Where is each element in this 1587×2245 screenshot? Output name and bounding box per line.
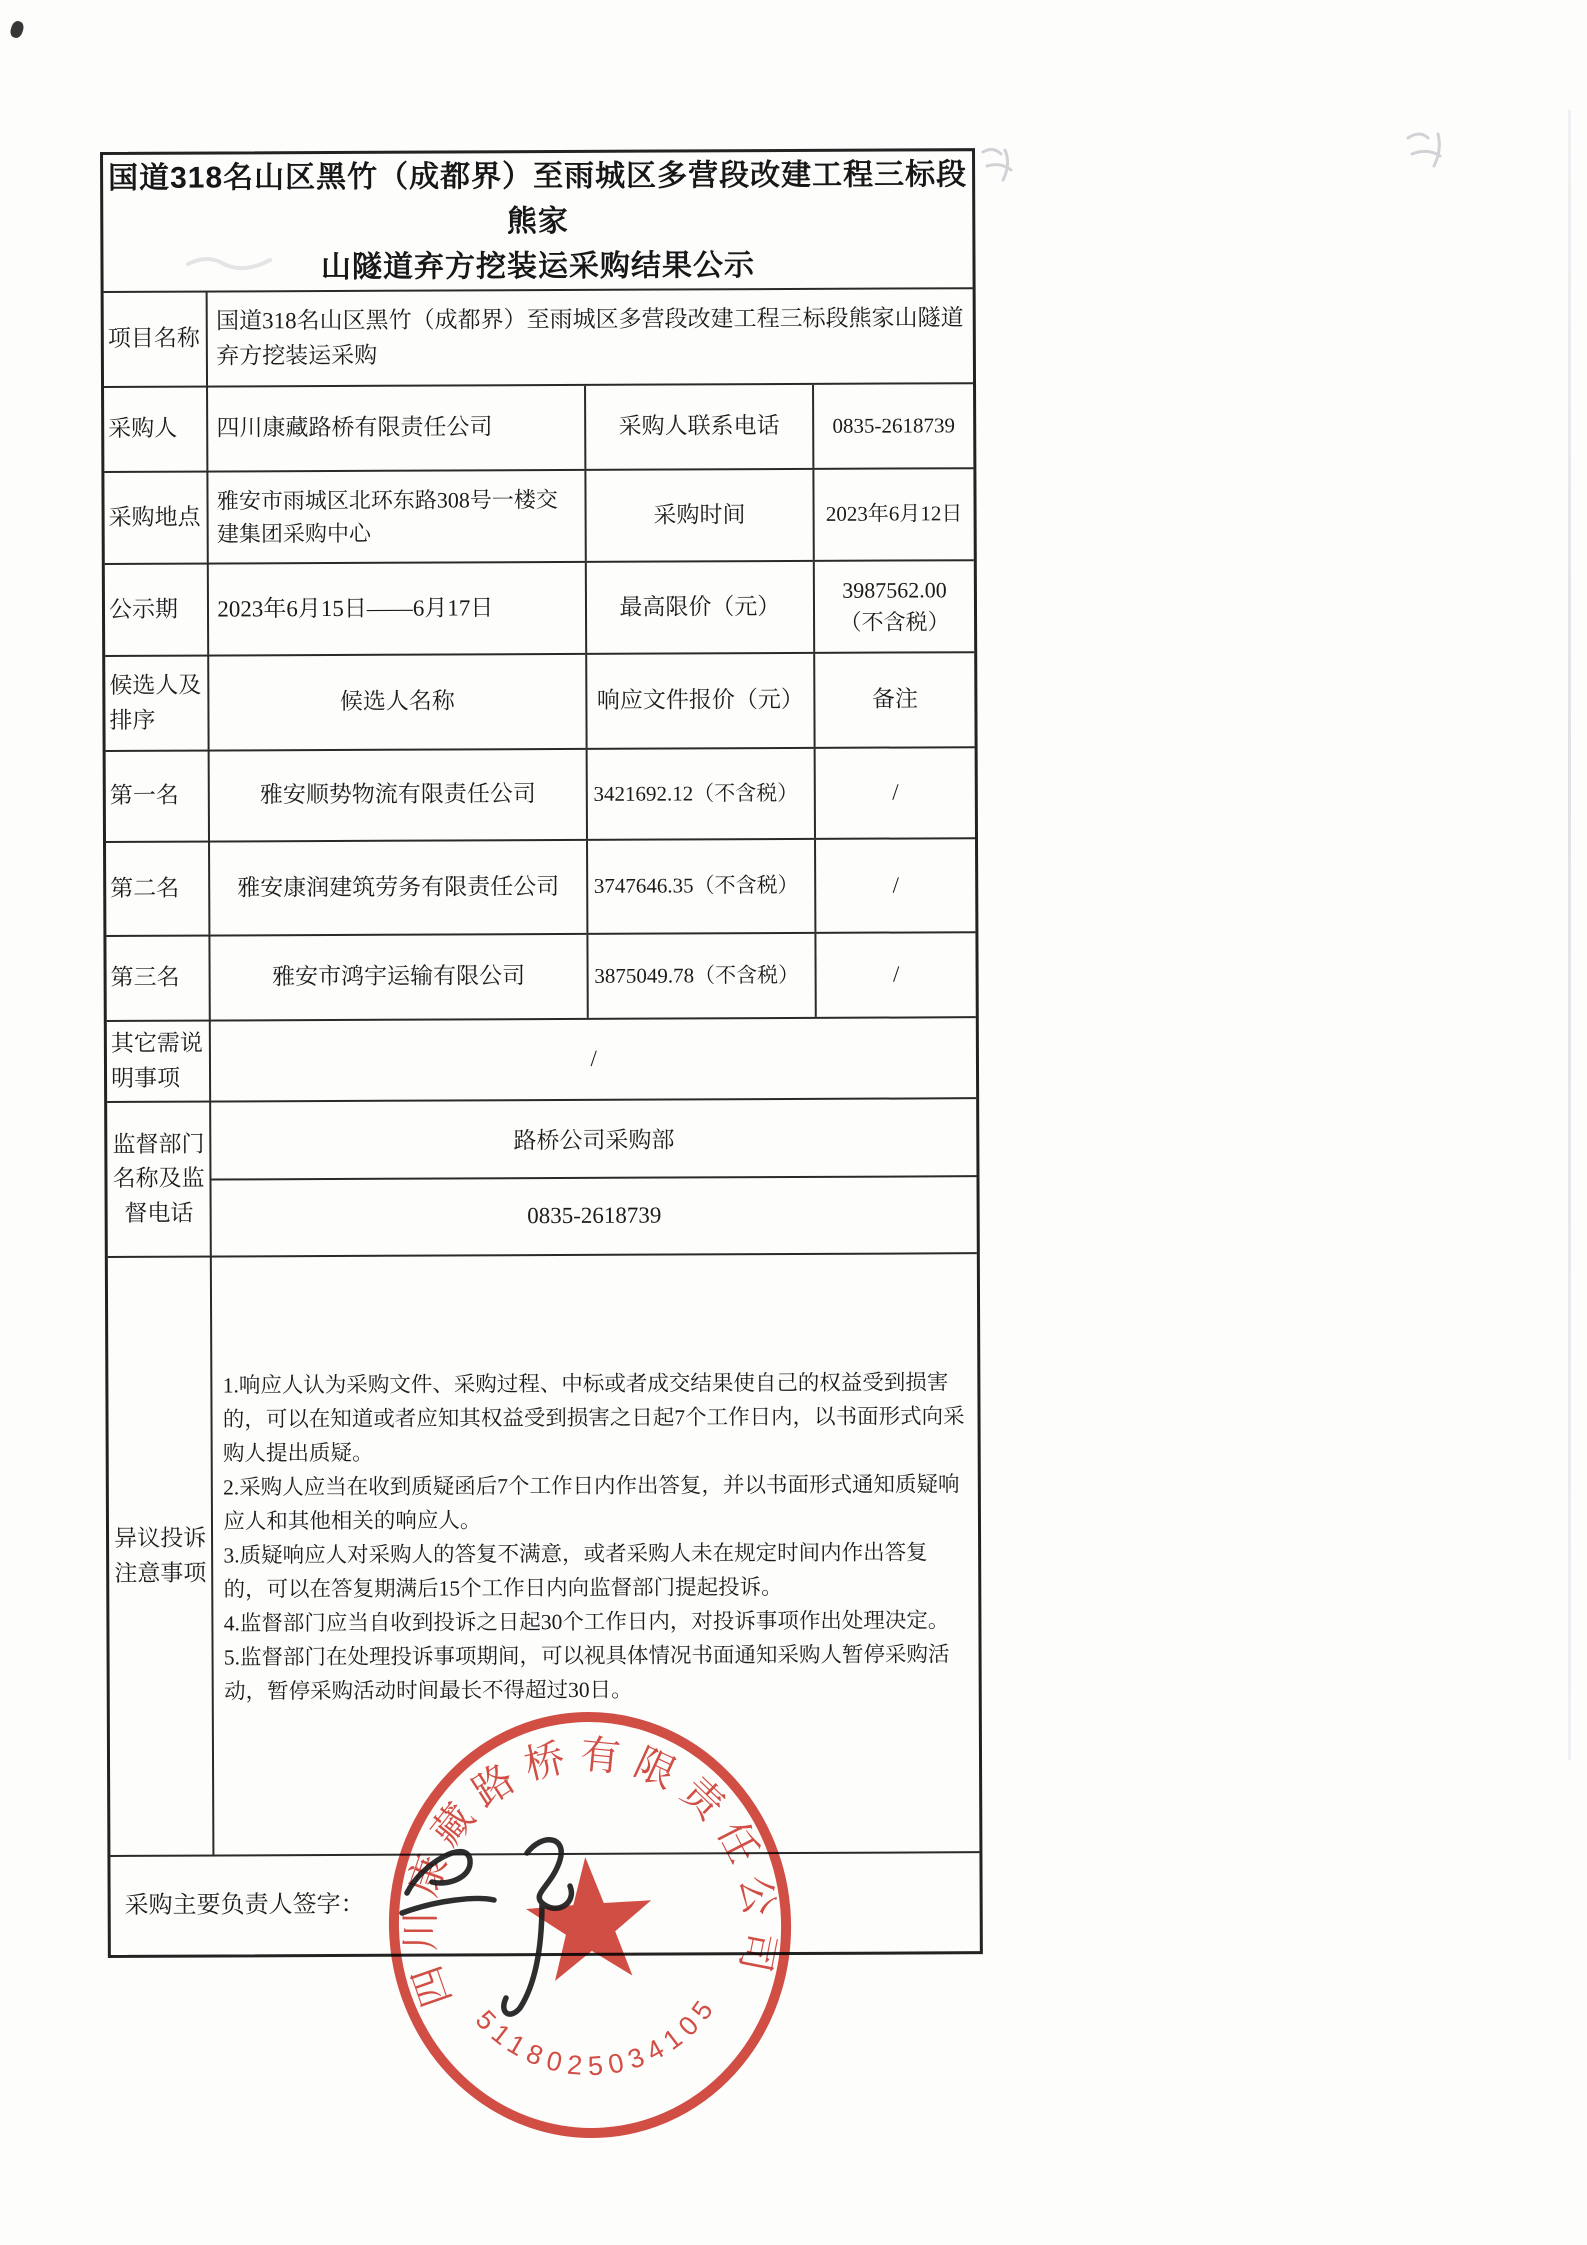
candidate-3-note: / bbox=[892, 961, 900, 987]
location-label: 采购地点 bbox=[104, 473, 209, 563]
announcement-table bbox=[100, 148, 983, 1958]
table-row-candidate-2 bbox=[106, 839, 975, 937]
svg-text:5118025034105 bbox=[469, 1988, 728, 2089]
purchaser-label: 采购人 bbox=[104, 388, 209, 471]
candidate-3-price: 3875049.78（不含税） bbox=[588, 934, 817, 1018]
scan-smudge bbox=[975, 142, 1037, 188]
purchase-time-value: 2023年6月12日 bbox=[825, 501, 963, 527]
candidates-rank-header: 候选人及排序 bbox=[105, 657, 210, 750]
candidate-2-rank: 第二名 bbox=[106, 843, 211, 935]
purchaser-value: 四川康藏路桥有限责任公司 bbox=[208, 386, 586, 471]
purchaser-phone-value: 0835-2618739 bbox=[832, 413, 956, 438]
row-other-notes bbox=[107, 1018, 976, 1103]
supervision-department: 路桥公司采购部 bbox=[211, 1099, 976, 1180]
objection-item-4: 4.监督部门应当自收到投诉之日起30个工作日内，对投诉事项作出处理决定。 bbox=[223, 1608, 950, 1636]
scan-corner-artifact bbox=[9, 20, 26, 40]
row-project-name bbox=[104, 289, 973, 388]
candidates-price-header: 响应文件报价（元） bbox=[587, 654, 816, 748]
row-purchaser bbox=[104, 384, 973, 473]
row-signature bbox=[110, 1853, 979, 1955]
objection-item-5: 5.监督部门在处理投诉事项期间，可以视具体情况书面通知采购人暂停采购活动，暂停采购活动时间最长不得超过30日。 bbox=[223, 1642, 950, 1704]
purchaser-phone-label: 采购人联系电话 bbox=[586, 385, 815, 469]
objection-label: 异议投诉注意事项 bbox=[108, 1258, 215, 1855]
candidate-3-name: 雅安市鸿宇运输有限公司 bbox=[211, 935, 589, 1020]
supervision-label: 监督部门名称及监督电话 bbox=[107, 1103, 212, 1256]
signature-label: 采购主要负责人签字： bbox=[124, 1891, 365, 1919]
paper-edge-shadow bbox=[1568, 110, 1571, 1760]
objection-item-2: 2.采购人应当在收到质疑函后7个工作日内作出答复，并以书面形式通知质疑响应人和其他相关的响应人。 bbox=[223, 1472, 960, 1534]
row-publicity-period bbox=[105, 561, 974, 657]
title-line-2: 山隧道弃方挖装运采购结果公示 bbox=[320, 248, 756, 284]
max-price-tax-note: （不含税） bbox=[839, 609, 950, 635]
objection-item-1: 1.响应人认为采购文件、采购过程、中标或者成交结果使自己的权益受到损害的，可以在知道或者应知其权益受到损害之日起7个工作日内，以书面形式向采购人提出质疑。 bbox=[222, 1370, 965, 1466]
publicity-value: 2023年6月15日——6月17日 bbox=[209, 563, 587, 655]
row-location bbox=[104, 469, 973, 565]
candidates-name-header: 候选人名称 bbox=[210, 655, 588, 750]
scan-smudge bbox=[1402, 124, 1462, 172]
seal-number: 5118025034105 bbox=[469, 1989, 723, 2082]
objection-text bbox=[212, 1254, 979, 1854]
supervision-values bbox=[211, 1099, 976, 1255]
max-price-label: 最高限价（元） bbox=[586, 562, 815, 653]
row-supervision bbox=[107, 1099, 977, 1258]
row-objection-notes bbox=[108, 1254, 980, 1857]
location-value: 雅安市雨城区北环东路308号一楼交建集团采购中心 bbox=[209, 471, 587, 563]
table-row-candidate-1 bbox=[106, 748, 975, 843]
publicity-label: 公示期 bbox=[105, 565, 210, 655]
table-row-candidate-3 bbox=[106, 933, 975, 1022]
candidates-note-header: 备注 bbox=[871, 686, 919, 712]
candidate-1-name: 雅安顺势物流有限责任公司 bbox=[210, 750, 588, 841]
purchase-time-label: 采购时间 bbox=[586, 470, 815, 561]
candidate-1-rank: 第一名 bbox=[106, 752, 211, 841]
table-title bbox=[103, 151, 973, 293]
candidate-2-price: 3747646.35（不含税） bbox=[588, 840, 817, 933]
supervision-phone: 0835-2618739 bbox=[527, 1202, 662, 1229]
project-name-value: 国道318名山区黑竹（成都界）至雨城区多营段改建工程三标段熊家山隧道弃方挖装运采购 bbox=[216, 305, 964, 368]
candidate-3-rank: 第三名 bbox=[106, 937, 211, 1020]
max-price-value bbox=[815, 561, 974, 652]
project-name-label: 项目名称 bbox=[104, 293, 209, 386]
max-price-amount: 3987562.00 bbox=[842, 577, 947, 603]
candidate-2-note: / bbox=[892, 872, 900, 898]
objection-item-3: 3.质疑响应人对采购人的答复不满意，或者采购人未在规定时间内作出答复的，可以在答复期满后15个工作日内向监督部门提起投诉。 bbox=[223, 1540, 928, 1602]
row-candidates-header bbox=[105, 653, 974, 752]
title-line-1: 国道318名山区黑竹（成都界）至雨城区多营段改建工程三标段熊家 bbox=[108, 157, 968, 238]
candidate-1-note: / bbox=[892, 779, 899, 805]
other-notes-label: 其它需说明事项 bbox=[107, 1022, 212, 1101]
seal-company-name: 四川康藏路桥有限责任公司 bbox=[398, 1732, 783, 2013]
candidate-1-price: 3421692.12（不含税） bbox=[587, 749, 816, 839]
other-notes-value: / bbox=[590, 1046, 597, 1072]
candidate-2-name: 雅安康润建筑劳务有限责任公司 bbox=[210, 841, 588, 935]
